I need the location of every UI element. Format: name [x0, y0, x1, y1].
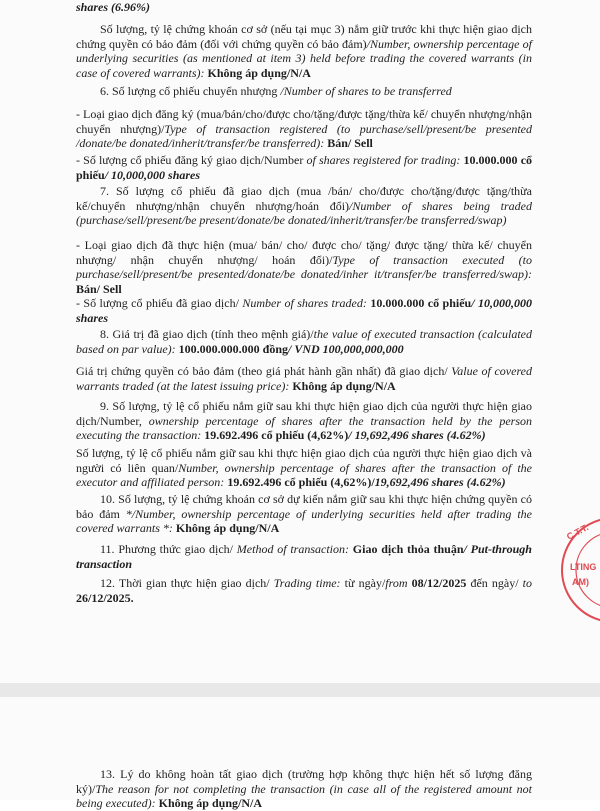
paragraph-underlying-before: Số lượng, tỷ lệ chứng khoán cơ sở (nếu tại mục 3) nắm giữ trước khi thực hiện giao dịch chứng quyền có bảo đảm (đối với chứng quyền có bảo đảm)/Number, ownership percentage of underlying securities (as mentioned at item 3) held before trading the covered warrants (in case of covered warrants): Không áp dụng/N/A: [76, 22, 532, 80]
paragraph-warrant-value: Giá trị chứng quyền có bảo đảm (theo giá phát hành gần nhất) đã giao dịch/ Value of covered warrants traded (at the latest issuing price): Không áp dụng/N/A: [76, 364, 532, 393]
section-9-holding-after: 9. Số lượng, tỷ lệ cổ phiếu nắm giữ sau khi thực hiện giao dịch của người thực hiện giao dịch/Number, ownership percentage of shares after the transaction held by the person executing the transaction: 19.692.496 cổ phiếu (4,62%)/ 19,692,496 shares (4.62%): [76, 399, 532, 443]
paragraph-traded-shares: - Số lượng cổ phiếu đã giao dịch/ Number of shares traded: 10.000.000 cổ phiếu/ 10,000,000 shares: [76, 296, 533, 325]
prev-paragraph-tail: shares (6.96%): [76, 0, 150, 14]
paragraph-holding-affiliated: Số lượng, tỷ lệ cổ phiếu nắm giữ sau khi thực hiện giao dịch của người thực hiện giao dịch và người có liên quan/Number, ownership percentage of shares after the transaction of the executor and affiliated person: 19.692.496 cổ phiếu (4,62%)/19,692,496 shares (4.62%): [76, 446, 532, 490]
stamp-text-bottom: AM): [572, 577, 589, 587]
stamp-text-middle: LTING: [570, 562, 597, 572]
paragraph-registered-type: - Loại giao dịch đăng ký (mua/bán/cho/được cho/tặng/được tặng/thừa kế/ chuyển nhượng/nhận chuyển nhượng)/Type of transaction registered (to purchase/sell/present/be presented /donate/be donated/inherit/transfer/be transferred): Bán/ Sell: [76, 107, 532, 151]
section-8-value: 8. Giá trị đã giao dịch (tính theo mệnh giá)/the value of executed transaction (calculated based on par value): 100.000.000.000 đồng/ VND 100,000,000,000: [76, 327, 532, 356]
page-separator: [0, 683, 600, 697]
section-7-heading: 7. Số lượng cổ phiếu đã giao dịch (mua /bán/ cho/được cho/tặng/được tặng/thừa kế/chuyển nhượng/nhận chuyển nhượng/hoán đổi)/Number of shares being traded (purchase/sell/present/be present/donate/be donated/inherit/transfer/be transferred/swap): [76, 184, 532, 228]
section-10-underlying-after: 10. Số lượng, tỷ lệ chứng khoán cơ sở dự kiến nắm giữ sau khi thực hiện chứng quyền có bảo đảm */Number, ownership percentage of underlying securities held after trading the covered warrants *: Không áp dụng/N/A: [76, 492, 532, 536]
stamp-text-top: C.T.T.: [564, 522, 591, 542]
document-page-2: [0, 697, 600, 811]
section-11-method: 11. Phương thức giao dịch/ Method of transaction: Giao dịch thỏa thuận/ Put-through transaction: [76, 542, 532, 571]
section-6-heading: 6. Số lượng cổ phiếu chuyển nhượng /Number of shares to be transferred: [100, 84, 452, 98]
section-13-reason: 13. Lý do không hoàn tất giao dịch (trường hợp không thực hiện hết số lượng đăng ký)/The reason for not completing the transaction (in case all of the registered amount not being executed): Không áp dụng/N/A: [76, 767, 532, 811]
paragraph-registered-shares: - Số lượng cổ phiếu đăng ký giao dịch/Number of shares registered for trading: 10.000.000 cổ phiếu/ 10,000,000 shares: [76, 153, 533, 182]
paragraph-executed-type: - Loại giao dịch đã thực hiện (mua/ bán/ cho/ được cho/ tặng/ được tặng/ thừa kế/ chuyển nhượng/ nhận chuyển nhượng/ hoán đổi)/Type of transaction executed (to purchase/sell/present/be presented/donate/be donated/inher it/transfer/be transferred/swap): Bán/ Sell: [76, 238, 532, 296]
section-12-trading-time: 12. Thời gian thực hiện giao dịch/ Trading time: từ ngày/from 08/12/2025 đến ngày/ to 26/12/2025.: [76, 576, 533, 605]
